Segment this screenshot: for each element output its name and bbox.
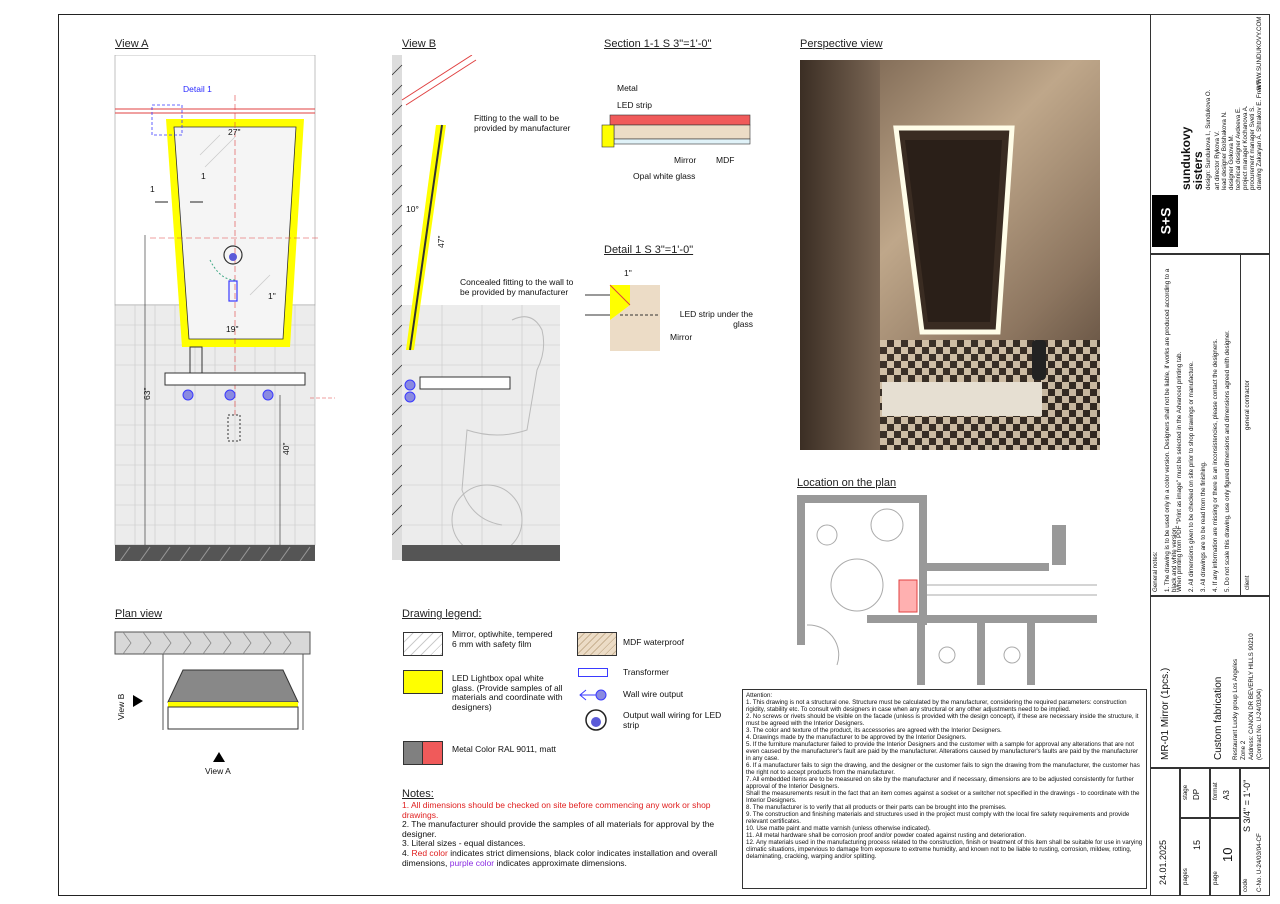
detail-inch: 1" xyxy=(624,268,632,278)
format-value: A3 xyxy=(1222,790,1231,800)
view-a-drawing xyxy=(110,55,340,565)
brand-design: design: Sundukova I., Sundukova O. xyxy=(1205,89,1212,190)
section-mark-1a: 1 xyxy=(150,184,155,194)
output-wiring-icon xyxy=(584,708,610,734)
view-a-title: View A xyxy=(115,38,149,50)
location-plan xyxy=(797,495,1099,685)
section-title: Section 1-1 S 3"=1'-0" xyxy=(604,38,712,50)
attention-item: 10. Use matte paint and matte varnish (unless otherwise indicated). xyxy=(746,825,931,832)
code-value: C-No. U-24/03/04-CF xyxy=(1256,833,1263,892)
detail-mirror: Mirror xyxy=(670,332,693,342)
contract-label: (Contract No. U-24/03/04) xyxy=(1256,688,1263,760)
general-note: 4. If any information are missing or there is an inconsistencies, please contact the designers. xyxy=(1212,338,1219,592)
dim-40: 40" xyxy=(281,442,291,455)
format-label: format xyxy=(1212,782,1219,800)
general-note: When printing from PDF "Print as image" must be selected in the Advanced printing tab. xyxy=(1176,351,1183,592)
section-led: LED strip xyxy=(617,100,652,110)
scale-value: S 3/4" = 1'-0" xyxy=(1242,779,1252,832)
legend-mdf-swatch xyxy=(577,632,617,656)
detail1-label: Detail 1 xyxy=(183,84,212,94)
legend-led-swatch xyxy=(403,670,443,694)
stage-value: DP xyxy=(1192,788,1201,800)
general-notes-title: General notes: xyxy=(1152,551,1159,592)
contractor-label: general contractor xyxy=(1244,380,1251,430)
plan-arrow-b xyxy=(133,695,143,707)
credit-line: designer Gokova M. xyxy=(1228,134,1235,190)
section-opal: Opal white glass xyxy=(633,171,696,181)
date-value: 24.01.2025 xyxy=(1158,839,1168,885)
credit-line: drawing Zakaryan A. Shtrakov E. Freir F. xyxy=(1256,78,1263,190)
plan-title: Plan view xyxy=(115,608,163,620)
attention-item: 8. The manufacturer is to verify that all products or their parts can be brought into the premises. xyxy=(746,804,1007,811)
wire-output-icon xyxy=(578,688,608,702)
notes-title: Notes: xyxy=(402,788,434,800)
legend-transformer: Transformer xyxy=(623,667,669,677)
legend-output: Output wall wiring for LED strip xyxy=(623,710,722,730)
attention-item: 2. No screws or rivets should be visible on the facade (unless is provided with the design concept), if these are necessary inside the structure, it must be agreed with the Interior Designers. xyxy=(746,713,1139,727)
legend-mirror: Mirror, optiwhite, tempered 6 mm with safety film xyxy=(452,629,553,649)
stage-label: stage xyxy=(1182,784,1189,800)
detail-title: Detail 1 S 3"=1'-0" xyxy=(604,244,694,256)
detail-drawing xyxy=(580,275,670,355)
attention-item: 4. Drawings made by the manufacturer to be approved by the Interior Designers. xyxy=(746,734,967,741)
plan-drawing xyxy=(113,630,313,745)
credit-line: technical designer Avdeeva E. xyxy=(1235,107,1242,190)
address-label: Address: CANON DR BEVERLY HILLS 90210 xyxy=(1248,633,1255,760)
legend-metal-red-swatch xyxy=(422,741,443,765)
dim-1-inch: 1" xyxy=(268,291,276,301)
legend-mdf: MDF waterproof xyxy=(623,637,684,647)
fitting-label: Fitting to the wall to be provided by manufacturer xyxy=(474,113,571,133)
dim-27: 27" xyxy=(228,127,241,137)
section-mark-1b: 1 xyxy=(201,171,206,181)
angle-10: 10° xyxy=(406,204,419,214)
general-note: 2. All dimensions given to be checked on site prior to shop drawings or manufacture. xyxy=(1188,361,1195,592)
brand-site: WWW.SUNDUKOVY.COM xyxy=(1256,16,1263,90)
pages-value: 15 xyxy=(1192,839,1202,850)
note-4: 4. Red color indicates strict dimensions, black color indicates installation and overall dimensions, purple color indicates approximate dimensions. xyxy=(402,847,718,868)
brand-name-1: sundukovy xyxy=(1179,126,1193,190)
credit-line: procurement manager Sveti S. xyxy=(1249,106,1256,190)
note-3: 3. Literal sizes - equal distances. xyxy=(402,838,526,849)
plan-view-a-label: View A xyxy=(205,766,231,776)
plan-arrow-a xyxy=(213,752,225,762)
section-mirror: Mirror xyxy=(674,155,697,165)
brand-name-2: sisters xyxy=(1191,151,1205,190)
general-note: 3. All drawings are to be read from the finishing. xyxy=(1200,461,1207,592)
legend-led: LED Lightbox opal white glass. (Provide samples of all materials and coordinate with designers) xyxy=(452,673,563,712)
note-2: 2. The manufacturer should provide the samples of all materials for approval by the designer. xyxy=(402,819,715,839)
attention-item: 1. This drawing is not a structural one. Structure must be calculated by the manufacturer, considering the required parameters: construction rigidity, stability etc. To consult with designers in case when any structural or any other adjustments need to be implied. xyxy=(746,699,1127,713)
note-1: 1. All dimensions should be checked on site before commencing any work or shop drawings. xyxy=(402,800,711,820)
transformer-icon xyxy=(578,668,608,677)
dim-63: 63" xyxy=(142,387,152,400)
attention-item: Shall the measurements result in the fact that an item comes against a socket or a switcher not specified in the drawings - to coordinate with the Interior Designers. xyxy=(746,790,1140,804)
attention-item: 7. All embedded items are to be measured on site by the manufacturer and if necessary, dimensions are to be adjusted consistently for further approval of the Interior Designers. xyxy=(746,776,1134,790)
legend-metal: Metal Color RAL 9011, matt xyxy=(452,744,556,754)
attention-box xyxy=(742,689,1147,889)
notes-block xyxy=(402,801,730,868)
client-label: client xyxy=(1244,575,1251,590)
attention-item: 9. The construction and finishing materials and structures used in the project must comply with the local fire safety requirements and provide relevant certificates. xyxy=(746,811,1130,825)
view-b-title: View B xyxy=(402,38,437,50)
perspective-title: Perspective view xyxy=(800,38,883,50)
pages-label: pages xyxy=(1182,868,1189,885)
attention-item: 6. If a manufacturer fails to sign the drawing, and the designer or the customer fails to sign the drawing from the manufacturer, the customer has the right not to accept products from the manufacturer. xyxy=(746,762,1140,776)
concealed-label: Concealed fitting to the wall to be provided by manufacturer xyxy=(460,277,574,297)
fabrication: Custom fabrication xyxy=(1213,676,1224,760)
attention-item: 11. All metal hardware shall be corrosion proof and/or powder coated against rusting and deterioration. xyxy=(746,832,1027,839)
general-note: 5. Do not scale this drawing, use only figured dimensions and dimensions agreed with designer. xyxy=(1224,330,1231,592)
attention-item: 3. The color and texture of the product, its accessories are agreed with the Interior Designers. xyxy=(746,727,1002,734)
attention-title: Attention: xyxy=(746,692,773,699)
brand-logo: S+S xyxy=(1152,195,1178,247)
item-name: MR-01 Mirror (1pcs.) xyxy=(1160,667,1171,760)
general-note: 1. The drawing is to be used only in a color version. Designers shall not be liable, if works are produced according to a black and white version. xyxy=(1164,268,1178,592)
project-name: Restaurant Lucky group Los Angeles xyxy=(1232,658,1239,760)
section-mdf: MDF xyxy=(716,155,735,165)
credit-line: project manager Kochanova A. xyxy=(1242,105,1249,190)
dim-47: 47" xyxy=(436,235,446,248)
perspective-render xyxy=(800,60,1100,450)
page-label: page xyxy=(1212,871,1219,885)
section-metal: Metal xyxy=(617,83,638,93)
legend-title: Drawing legend: xyxy=(402,608,482,620)
legend-metal-dark-swatch xyxy=(403,741,424,765)
detail-led-under: LED strip under the glass xyxy=(679,309,753,329)
location-title: Location on the plan xyxy=(797,477,897,489)
attention-item: 5. If the furniture manufacturer failed to provide the Interior Designers and the customer with a sample for approval any alterations that are not even caused by the manufacturer's fault are paid by the manufacturer. Alterations caused by manufacturer's faults are paid by the manufacturer in any case. xyxy=(746,741,1139,762)
code-label: code xyxy=(1242,878,1249,892)
zone-label: Zone 2 xyxy=(1240,740,1247,760)
credit-line: lead designer Bolshakova N. xyxy=(1221,111,1228,190)
plan-view-b-label: View B xyxy=(116,693,126,720)
attention-item: 12. Any materials used in the manufacturing process related to the construction, finish or treatment of this item shall be suitable for use in varying climatic situations, impervious to damage from exposure to extreme humidity, and known not to be liable to rusting, corrosion, mildew, rotting, delaminating, cracking, warping and/or splitting. xyxy=(746,839,1143,860)
dim-19: 19" xyxy=(226,324,239,334)
legend-mirror-swatch xyxy=(403,632,443,656)
page-value: 10 xyxy=(1220,847,1235,862)
legend-wire: Wall wire output xyxy=(623,689,684,699)
credit-line: art director Rykova V. xyxy=(1214,131,1221,190)
